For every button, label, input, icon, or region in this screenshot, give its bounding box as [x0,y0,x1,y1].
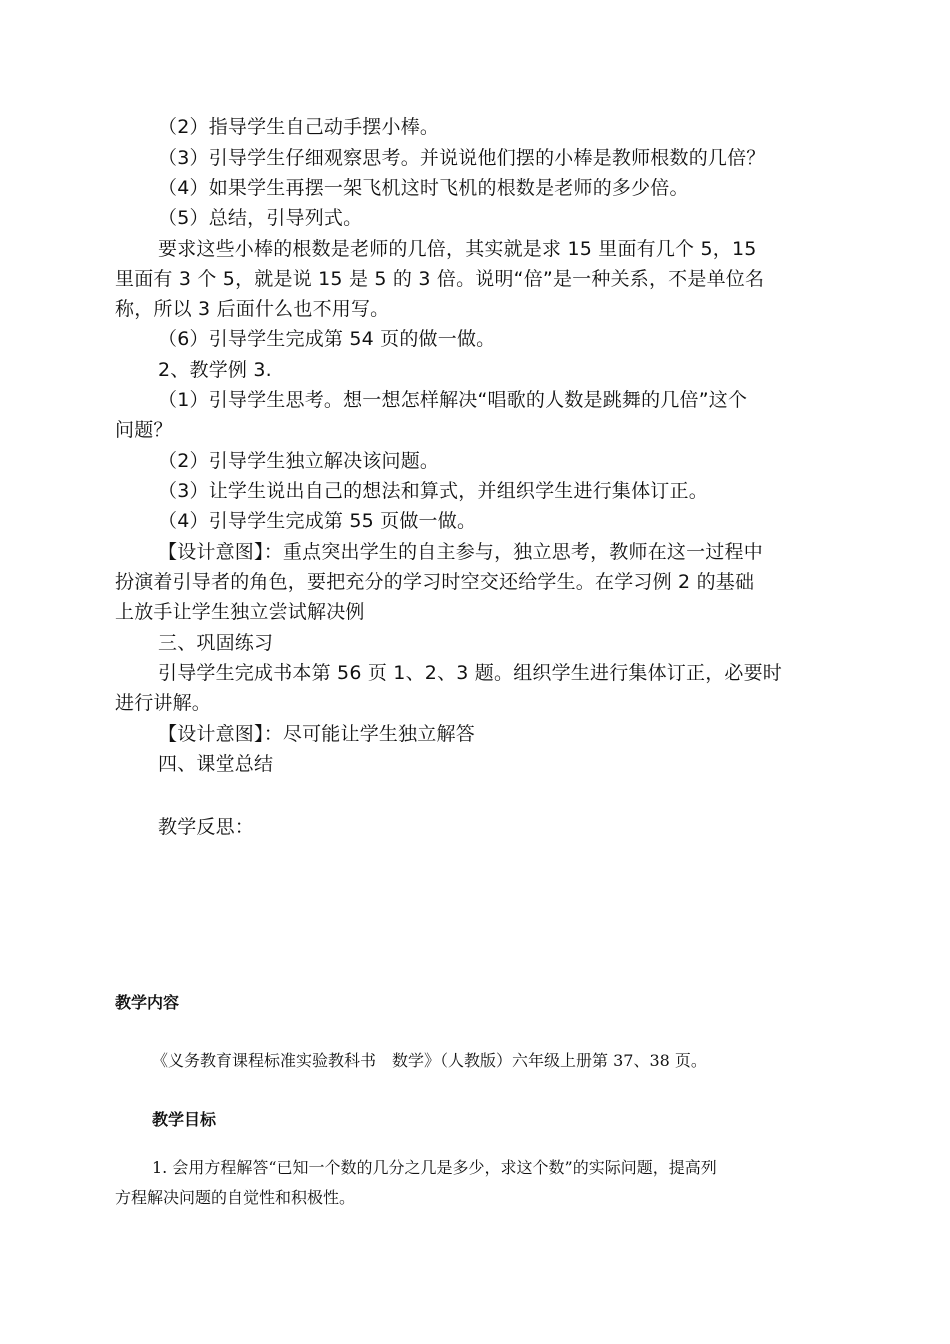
section-heading: 三、巩固练习 [158,632,274,654]
section-heading: 四、课堂总结 [158,753,274,775]
text-line: （3）引导学生仔细观察思考。并说说他们摆的小棒是教师根数的几倍？ [158,147,766,169]
text-line: 上放手让学生独立尝试解决例 [115,601,365,623]
text-line: 【设计意图】：尽可能让学生独立解答 [158,723,475,745]
text-line: 【设计意图】：重点突出学生的自主参与，独立思考，教师在这一过程中 [158,541,763,563]
goal-line: 1. 会用方程解答“已知一个数的几分之几是多少，求这个数”的实际问题，提高列 [152,1158,717,1177]
text-line: 扮演着引导者的角色，要把充分的学习时空交还给学生。在学习例 2 的基础 [115,571,755,593]
text-line: 问题？ [115,419,173,441]
text-line: 里面有 3 个 5，就是说 15 是 5 的 3 倍。说明“倍”是一种关系，不是单位名 [115,268,765,290]
text-line: （1）引导学生思考。想一想怎样解决“唱歌的人数是跳舞的几倍”这个 [158,389,748,411]
text-line: （2）引导学生独立解决该问题。 [158,450,440,472]
reflection-label: 教学反思： [158,816,255,838]
text-line: （5）总结，引导列式。 [158,207,363,229]
heading-teaching-goals: 教学目标 [152,1110,217,1129]
text-line: （4）引导学生完成第 55 页做一做。 [158,510,477,532]
goal-line: 方程解决问题的自觉性和积极性。 [115,1188,356,1207]
text-line: （4）如果学生再摆一架飞机这时飞机的根数是老师的多少倍。 [158,177,689,199]
text-line: （3）让学生说出自己的想法和算式，并组织学生进行集体订正。 [158,480,708,502]
text-line: 2、教学例 3. [158,359,272,381]
text-line: 称，所以 3 后面什么也不用写。 [115,298,390,320]
text-line: （2）指导学生自己动手摆小棒。 [158,116,440,138]
heading-teaching-content: 教学内容 [115,993,180,1012]
text-line: 进行讲解。 [115,692,212,714]
text-line: （6）引导学生完成第 54 页的做一做。 [158,328,496,350]
teaching-content-text: 《义务教育课程标准实验教科书 数学》（人教版）六年级上册第 37、38 页。 [152,1051,707,1070]
text-line: 要求这些小棒的根数是老师的几倍，其实就是求 15 里面有几个 5，15 [158,238,757,260]
text-line: 引导学生完成书本第 56 页 1、2、3 题。组织学生进行集体订正，必要时 [158,662,783,684]
